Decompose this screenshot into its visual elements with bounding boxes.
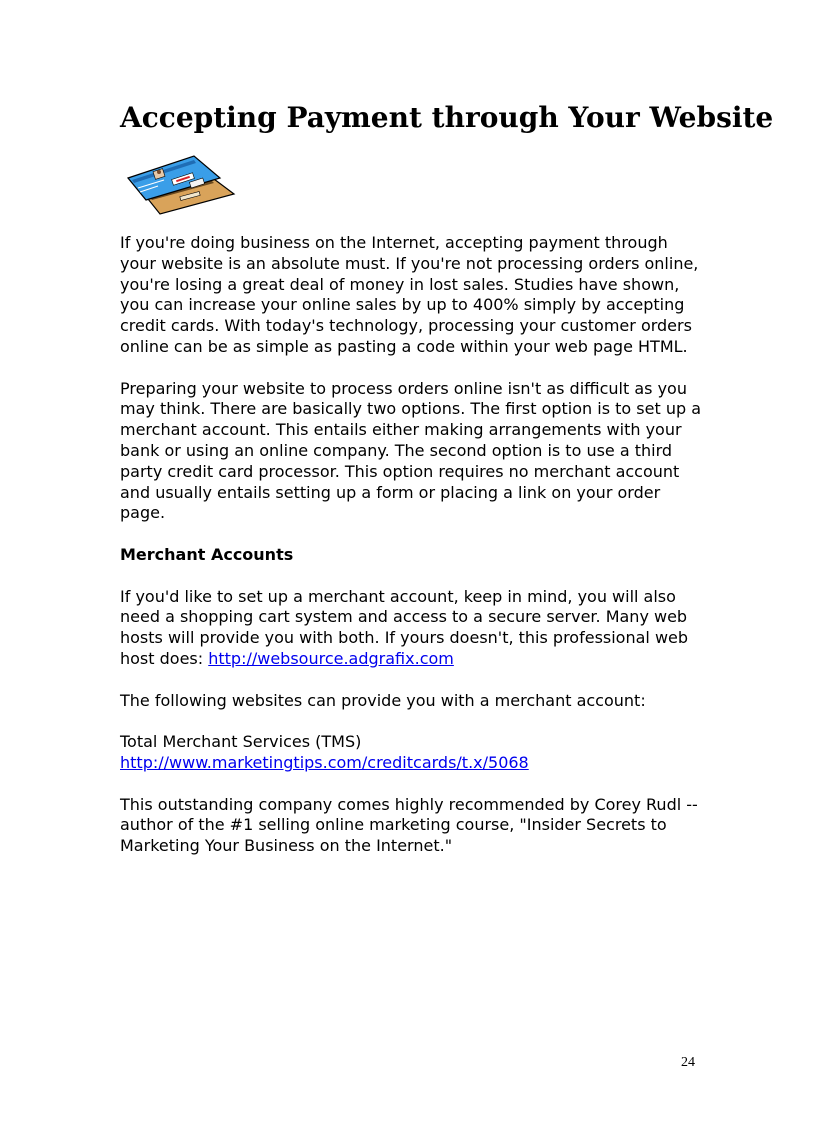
credit-cards-icon [124, 150, 236, 218]
recommendation-paragraph: This outstanding company comes highly recommended by Corey Rudl -- author of the #1 selling online marketing course, "Insider Secrets to Marketing Your Business on the Internet." [120, 794, 698, 856]
article-body [120, 233, 706, 878]
web-host-link[interactable]: http://websource.adgrafix.com [208, 648, 454, 668]
provider-entry [120, 732, 706, 774]
merchant-accounts-heading: Merchant Accounts [120, 544, 294, 564]
options-paragraph: Preparing your website to process orders online isn't as difficult as you may think. There are basically two options. The first option is to set up a merchant account. This entails either making arrangements with your bank or using an online company. The second option is to use a third party credit card processor. This option requires no merchant account and usually entails setting up a form or placing a link on your order page. [120, 378, 701, 523]
page-number: 24 [681, 1055, 695, 1070]
merchant-body-text: If you'd like to set up a merchant account, keep in mind, you will also need a shopping cart system and access to a secure server. Many web hosts will provide you with both. If yours doesn't, this professional web host does: [120, 586, 689, 668]
provider-name: Total Merchant Services (TMS) [120, 732, 362, 752]
intro-paragraph: If you're doing business on the Internet, accepting payment through your website is an absolute must. If you're not processing orders online, you're losing a great deal of money in lost sales. Studies have shown, you can increase your online sales by up to 400% simply by accepting credit cards. With today's technology, processing your customer orders online can be as simple as pasting a code within your web page HTML. [120, 233, 699, 356]
provider-link[interactable]: http://www.marketingtips.com/creditcards/t.x/5068 [120, 752, 529, 772]
merchant-body-paragraph [120, 587, 706, 670]
provider-list-intro: The following websites can provide you with a merchant account: [120, 690, 646, 710]
page-title: Accepting Payment through Your Website [120, 101, 774, 134]
